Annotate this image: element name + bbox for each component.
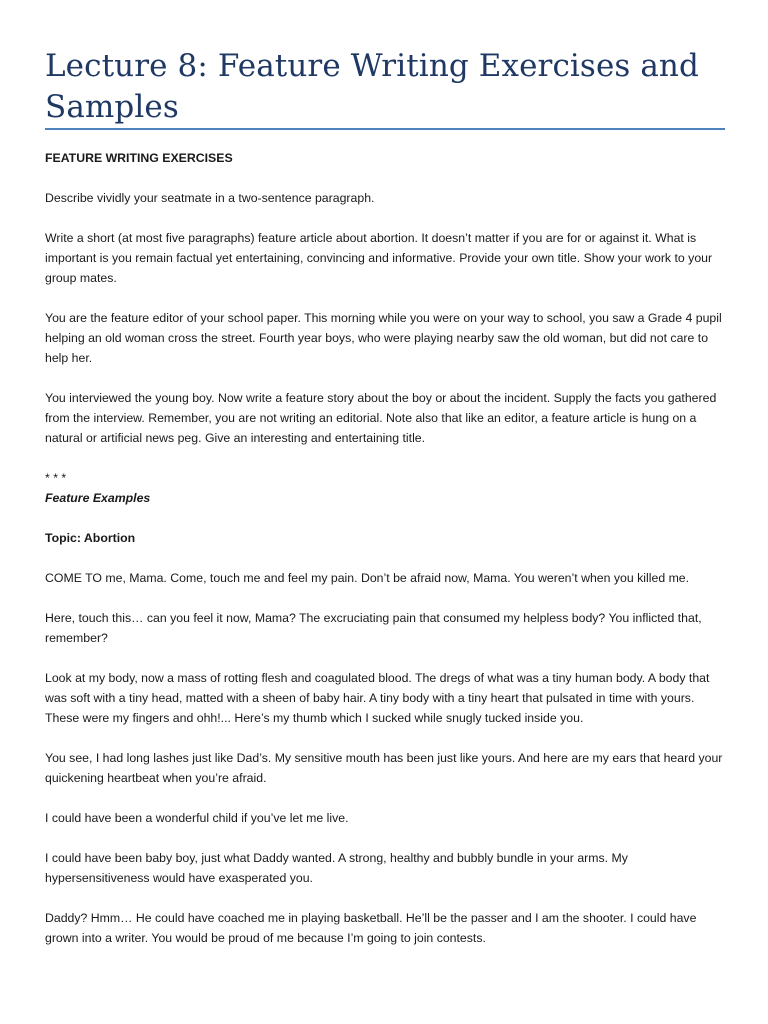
exercise-paragraph: Write a short (at most five paragraphs) feature article about abortion. It doesn’t matter if you are for or against it. What is important is you remain factual yet entertaining, convincing and informative. Provide your own title. Show your work to your group mates. <box>45 231 713 285</box>
sample-paragraph: I could have been baby boy, just what Daddy wanted. A strong, healthy and bubbly bundle in your arms. My hypersensitiveness would have exasperated you. <box>45 851 628 885</box>
separator-stars: * * * <box>45 471 67 485</box>
title-underline <box>45 128 725 130</box>
exercise-paragraph: You interviewed the young boy. Now write a feature story about the boy or about the incident. Supply the facts you gathered from the interview. Remember, you are not writing an editorial. Note also that like an editor, a feature article is hung on a natural or artificial news peg. Give an interesting and entertaining title. <box>45 391 717 445</box>
exercise-paragraph: Describe vividly your seatmate in a two-sentence paragraph. <box>45 191 375 205</box>
sample-paragraph: Daddy? Hmm… He could have coached me in playing basketball. He’ll be the passer and I am the shooter. I could have grown into a writer. You would be proud of me because I’m going to join contests. <box>45 911 697 945</box>
sample-paragraph: Here, touch this… can you feel it now, Mama? The excruciating pain that consumed my helpless body? You inflicted that, remember? <box>45 611 702 645</box>
page-title: Lecture 8: Feature Writing Exercises and Samples <box>45 48 699 125</box>
sample-paragraph: You see, I had long lashes just like Dad’s. My sensitive mouth has been just like yours. And here are my ears that heard your quickening heartbeat when you’re afraid. <box>45 751 723 785</box>
sample-paragraph: I could have been a wonderful child if you’ve let me live. <box>45 811 349 825</box>
exercise-paragraph: You are the feature editor of your school paper. This morning while you were on your way to school, you saw a Grade 4 pupil helping an old woman cross the street. Fourth year boys, who were playing nearby saw the old woman, but did not care to help her. <box>45 311 722 365</box>
document-body <box>45 148 730 968</box>
sample-paragraph: COME TO me, Mama. Come, touch me and feel my pain. Don’t be afraid now, Mama. You weren’t when you killed me. <box>45 571 690 585</box>
sample-paragraph: Look at my body, now a mass of rotting flesh and coagulated blood. The dregs of what was a tiny human body. A body that was soft with a tiny head, matted with a sheen of baby hair. A tiny body with a tiny heart that pulsated in time with yours. These were my fingers and ohh!... Here’s my thumb which I sucked while snugly tucked inside you. <box>45 671 710 725</box>
section-heading: FEATURE WRITING EXERCISES <box>45 151 233 165</box>
topic-heading: Topic: Abortion <box>45 531 136 545</box>
examples-heading: Feature Examples <box>45 491 151 505</box>
